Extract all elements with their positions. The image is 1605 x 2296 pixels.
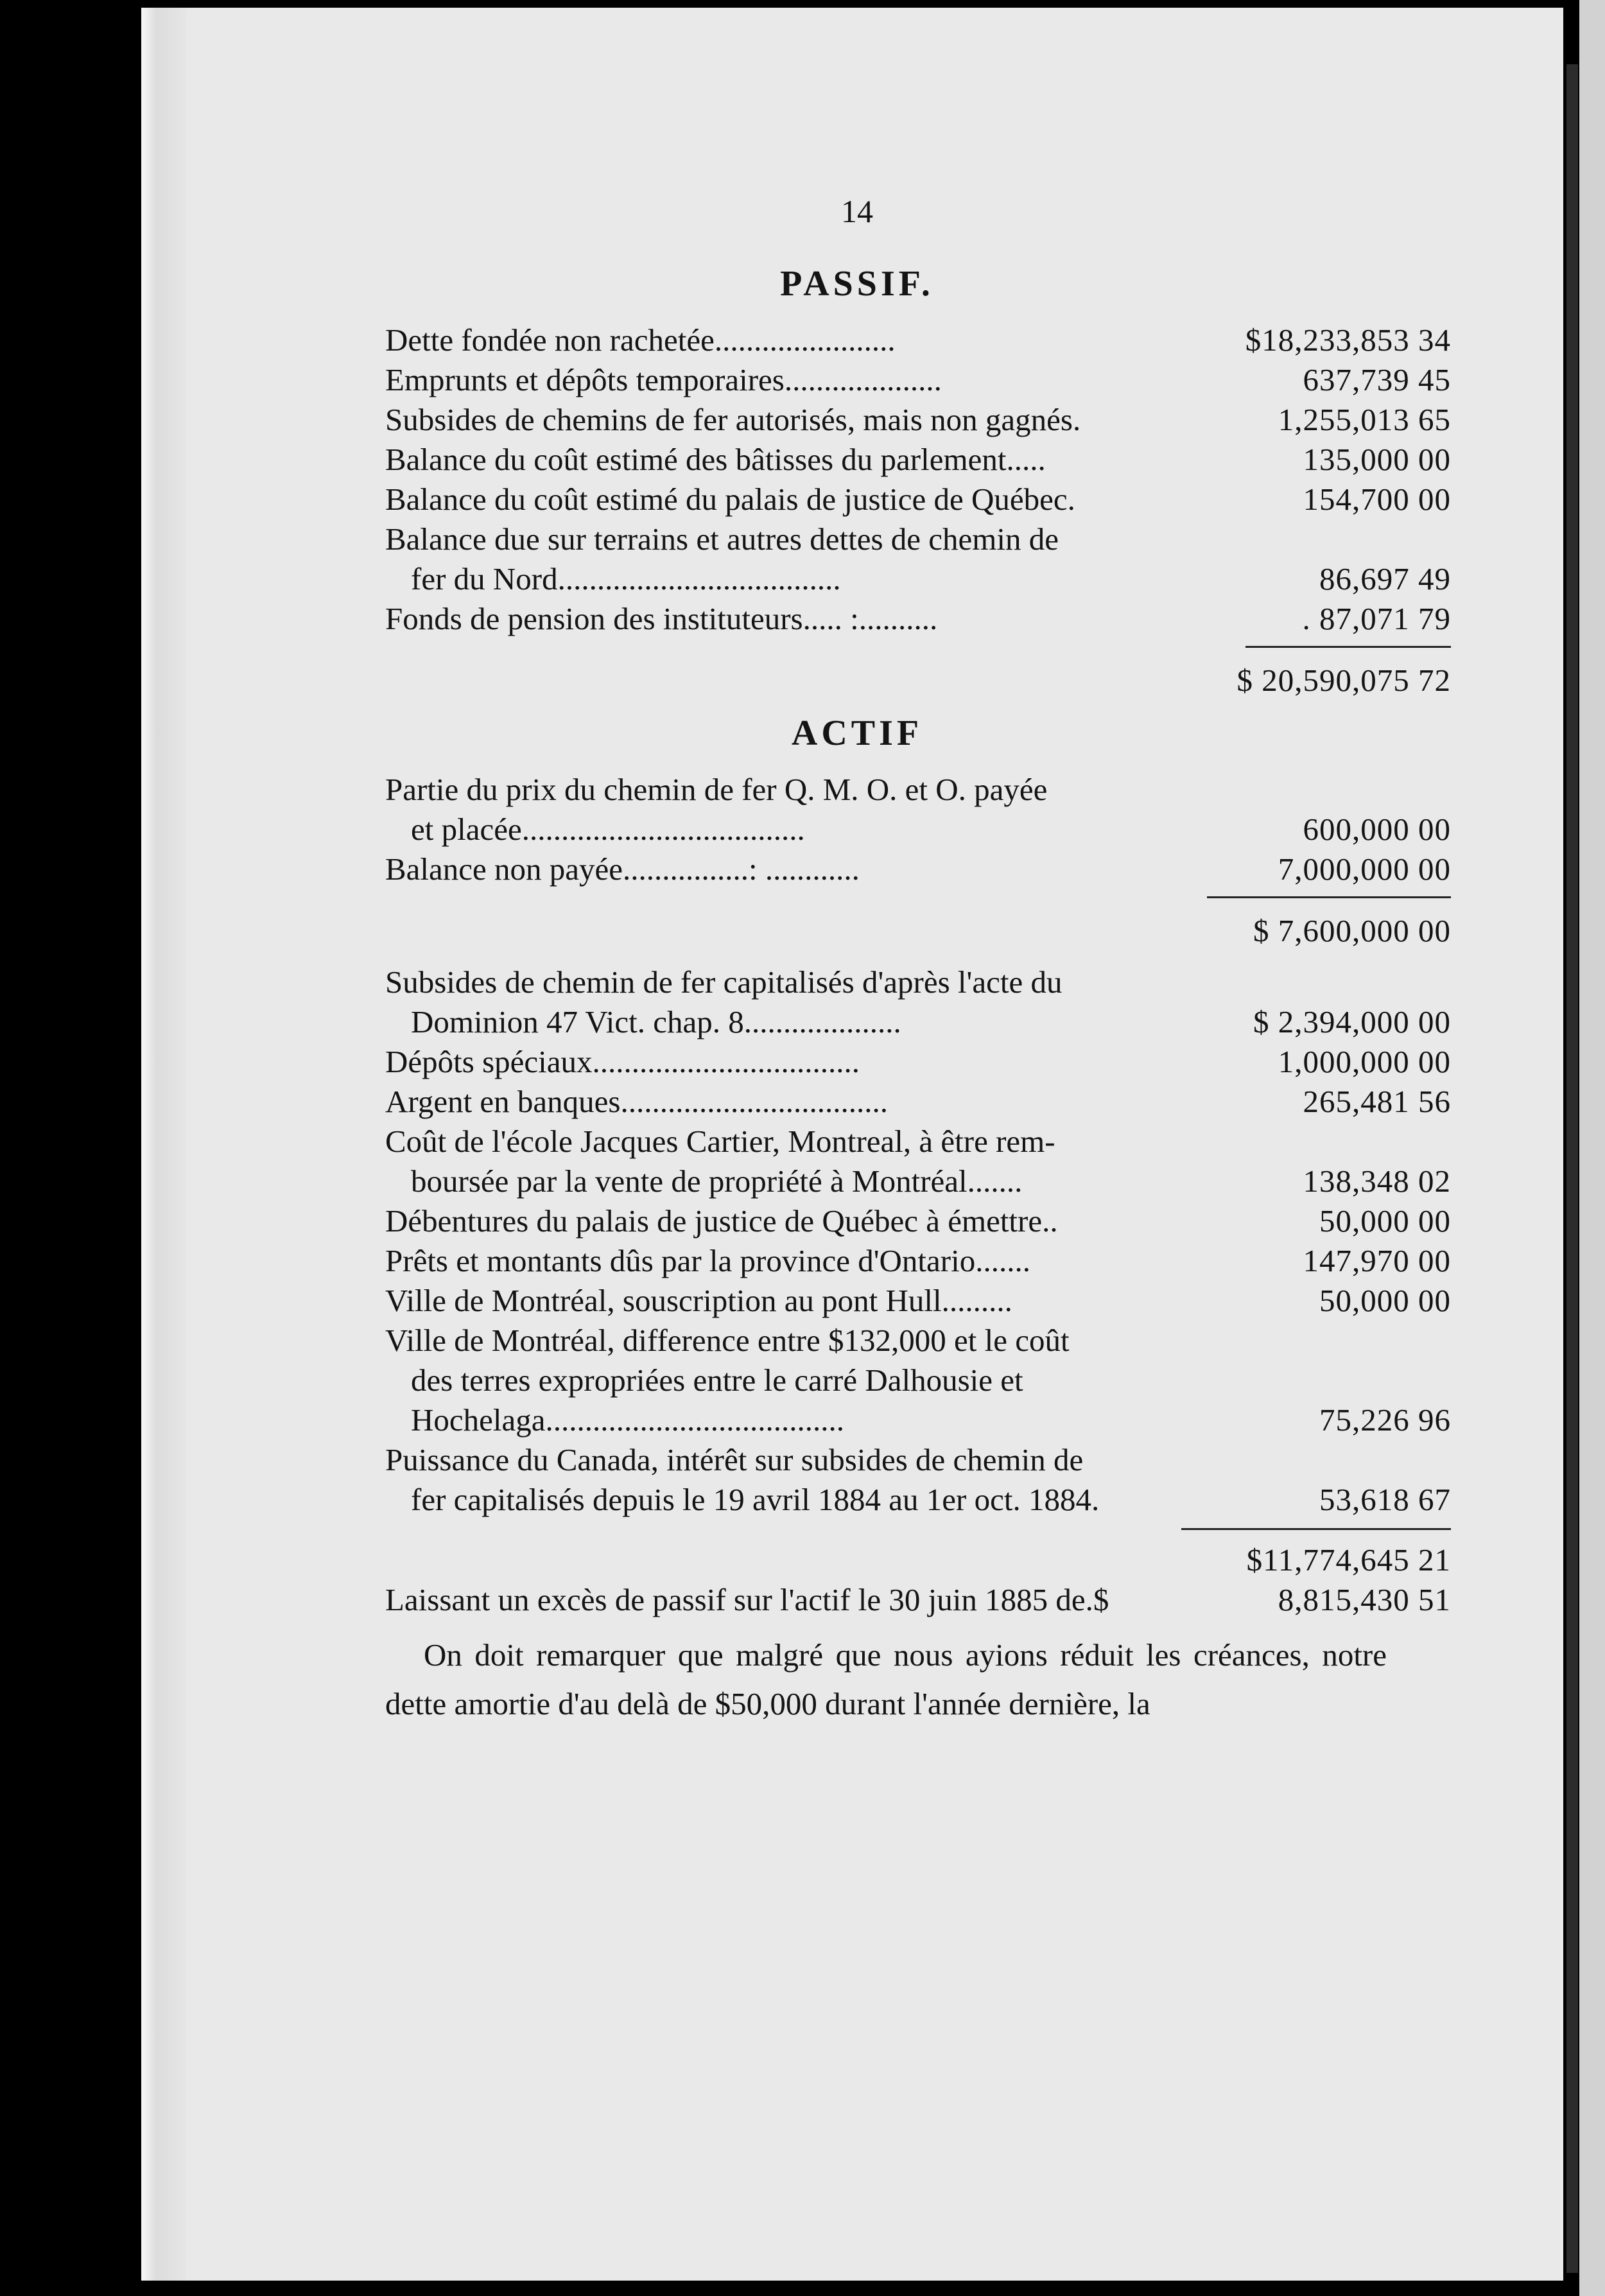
list-item: Fonds de pension des instituteurs..... :.......... . 87,071 79: [385, 601, 1451, 636]
list-item: Ville de Montréal, souscription au pont Hull......... 50,000 00: [385, 1283, 1451, 1318]
list-item: Balance du coût estimé du palais de justice de Québec. 154,700 00: [385, 482, 1451, 517]
divider: [1207, 896, 1451, 898]
list-item: Prêts et montants dûs par la province d'Ontario....... 147,970 00: [385, 1243, 1451, 1278]
actif-heading: ACTIF: [791, 713, 923, 753]
excess-row: Laissant un excès de passif sur l'actif le 30 juin 1885 de.$ 8,815,430 51: [385, 1582, 1451, 1617]
list-item: Balance du coût estimé des bâtisses du parlement..... 135,000 00: [385, 442, 1451, 477]
list-item: fer capitalisés depuis le 19 avril 1884 au 1er oct. 1884. 53,618 67: [411, 1482, 1451, 1517]
page-shadow: [1566, 64, 1578, 2273]
list-item: Puissance du Canada, intérêt sur subsides de chemin de: [385, 1442, 1084, 1477]
list-item: Argent en banques.................................. 265,481 56: [385, 1084, 1451, 1119]
list-item: Coût de l'école Jacques Cartier, Montreal, à être rem-: [385, 1124, 1055, 1159]
list-item: Ville de Montréal, difference entre $132,000 et le coût: [385, 1323, 1070, 1358]
list-item: fer du Nord.................................... 86,697 49: [411, 561, 1451, 596]
list-item: Dominion 47 Vict. chap. 8.................... $ 2,394,000 00: [411, 1004, 1451, 1039]
page-left-edge: [141, 8, 186, 2281]
actif-subtotal: $ 7,600,000 00: [1253, 913, 1451, 948]
list-item: et placée.................................... 600,000 00: [411, 812, 1451, 847]
passif-total: $ 20,590,075 72: [1236, 663, 1451, 698]
list-item: Emprunts et dépôts temporaires.................... 637,739 45: [385, 362, 1451, 397]
divider: [1181, 1528, 1451, 1530]
list-item: Dépôts spéciaux.................................. 1,000,000 00: [385, 1044, 1451, 1079]
list-item: Subsides de chemin de fer capitalisés d'après l'acte du: [385, 964, 1063, 1000]
passif-heading: PASSIF.: [780, 264, 934, 304]
list-item: boursée par la vente de propriété à Montréal....... 138,348 02: [411, 1163, 1451, 1199]
actif-total: $11,774,645 21: [1246, 1542, 1451, 1578]
list-item: Dette fondée non rachetée....................... $18,233,853 34: [385, 322, 1451, 358]
divider: [1245, 646, 1451, 648]
list-item: Balance due sur terrains et autres dettes de chemin de: [385, 521, 1059, 557]
list-item: des terres expropriées entre le carré Dalhousie et: [411, 1362, 1023, 1398]
list-item: Subsides de chemins de fer autorisés, mais non gagnés. 1,255,013 65: [385, 402, 1451, 437]
list-item: Partie du prix du chemin de fer Q. M. O. et O. payée: [385, 772, 1048, 807]
list-item: Débentures du palais de justice de Québec à émettre.. 50,000 00: [385, 1203, 1451, 1239]
list-item: Hochelaga...................................... 75,226 96: [411, 1402, 1451, 1438]
next-page-edge: [1579, 0, 1605, 2296]
page-number: 14: [841, 193, 873, 229]
list-item: Balance non payée................: ............ 7,000,000 00: [385, 851, 1451, 887]
body-paragraph: On doit remarquer que malgré que nous ayions réduit les créances, notre dette amortie d'au delà de $50,000 durant l'année dernière, la: [385, 1637, 1387, 1721]
